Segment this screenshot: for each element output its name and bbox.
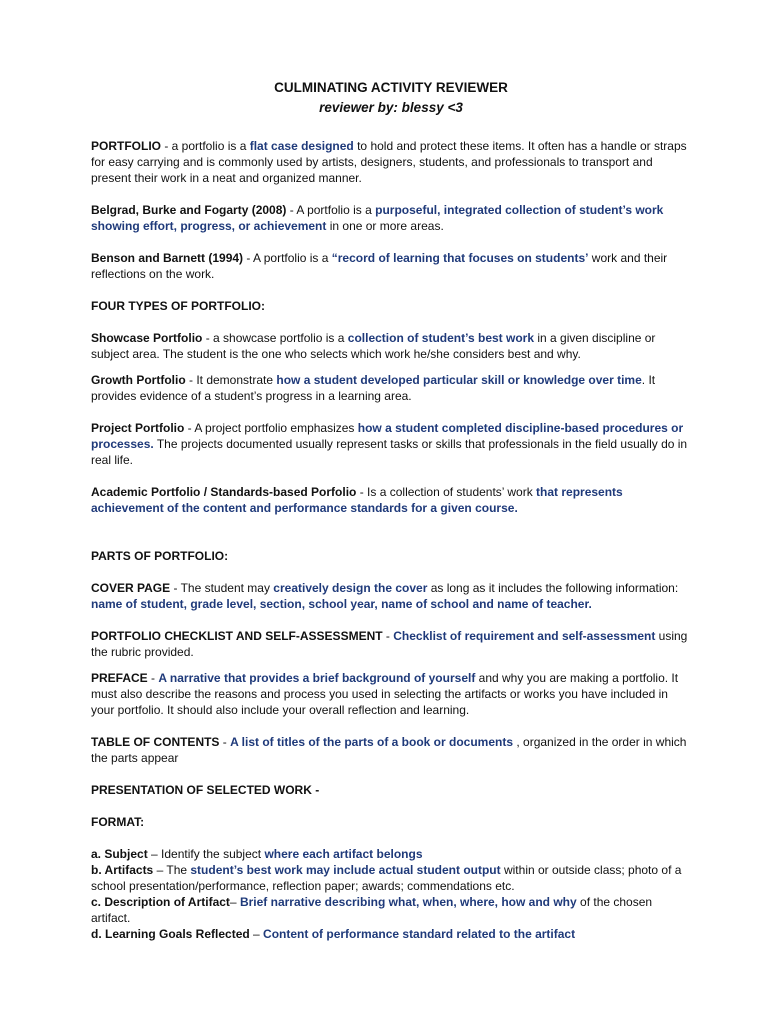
term: Showcase Portfolio (91, 331, 203, 345)
term: b. Artifacts (91, 863, 154, 877)
term: Growth Portfolio (91, 373, 186, 387)
growth-portfolio: Growth Portfolio - It demonstrate how a student developed particular skill or knowledge over time. It provides evidence of a student’s progress in a learning area. (91, 373, 656, 403)
belgrad-definition: Belgrad, Burke and Fogarty (2008) - A portfolio is a purposeful, integrated collection of student’s work showing effort, progress, or achievement in one or more areas. (91, 203, 664, 233)
showcase-portfolio: Showcase Portfolio - a showcase portfolio is a collection of student’s best work in a given discipline or subject area. The student is the one who selects which work he/she considers best and why. (91, 331, 656, 361)
term: PREFACE (91, 671, 148, 685)
term: a. Subject (91, 847, 148, 861)
format-subject: a. Subject – Identify the subject where each artifact belongs (91, 847, 423, 861)
document-page (91, 78, 691, 942)
term: Benson and Barnett (1994) (91, 251, 244, 265)
portfolio-definition: PORTFOLIO - a portfolio is a flat case designed to hold and protect these items. It often has a handle or straps for easy carrying and is commonly used by artists, designers, students, and professionals to transport and present their work in a neat and organized manner. (91, 139, 687, 185)
types-heading: FOUR TYPES OF PORTFOLIO: (91, 299, 265, 313)
term: TABLE OF CONTENTS (91, 735, 220, 749)
term: d. Learning Goals Reflected (91, 927, 250, 941)
format-heading: FORMAT: (91, 815, 145, 829)
checklist: PORTFOLIO CHECKLIST AND SELF-ASSESSMENT - Checklist of requirement and self-assessment using the rubric provided. (91, 629, 688, 659)
document-subtitle: reviewer by: blessy <3 (319, 100, 463, 115)
cover-page: COVER PAGE - The student may creatively design the cover as long as it includes the following information: name of student, grade level, section, school year, name of school and name of teacher. (91, 581, 679, 611)
format-learning-goals: d. Learning Goals Reflected – Content of performance standard related to the artifact (91, 927, 576, 941)
benson-definition: Benson and Barnett (1994) - A portfolio is a “record of learning that focuses on students’ work and their reflections on the work. (91, 251, 668, 281)
term: c. Description of Artifact (91, 895, 230, 909)
format-description: c. Description of Artifact– Brief narrative describing what, when, where, how and why of the chosen artifact. (91, 895, 653, 925)
term: Belgrad, Burke and Fogarty (2008) (91, 203, 287, 217)
term: COVER PAGE (91, 581, 171, 595)
parts-heading: PARTS OF PORTFOLIO: (91, 549, 229, 563)
term: Project Portfolio (91, 421, 185, 435)
preface: PREFACE - A narrative that provides a brief background of yourself and why you are making a portfolio. It must also describe the reasons and process you used in selecting the artifacts or works you have included in your portfolio. It should also include your overall reflection and learning. (91, 671, 679, 717)
presentation-heading: PRESENTATION OF SELECTED WORK - (91, 783, 320, 797)
term: PORTFOLIO (91, 139, 161, 153)
project-portfolio: Project Portfolio - A project portfolio emphasizes how a student completed discipline-based procedures or processes. The projects documented usually represent tasks or skills that professionals in the field usually do in real life. (91, 421, 688, 467)
term: Academic Portfolio / Standards-based Porfolio (91, 485, 357, 499)
term: PORTFOLIO CHECKLIST AND SELF-ASSESSMENT (91, 629, 383, 643)
format-artifacts: b. Artifacts – The student’s best work may include actual student output within or outside class; photo of a school presentation/performance, reflection paper; awards; commendations etc. (91, 863, 682, 893)
academic-portfolio: Academic Portfolio / Standards-based Porfolio - Is a collection of students’ work that represents achievement of the content and performance standards for a given course. (91, 485, 623, 515)
document-title: CULMINATING ACTIVITY REVIEWER (274, 80, 508, 95)
table-of-contents: TABLE OF CONTENTS - A list of titles of the parts of a book or documents , organized in the order in which the parts appear (91, 735, 687, 765)
